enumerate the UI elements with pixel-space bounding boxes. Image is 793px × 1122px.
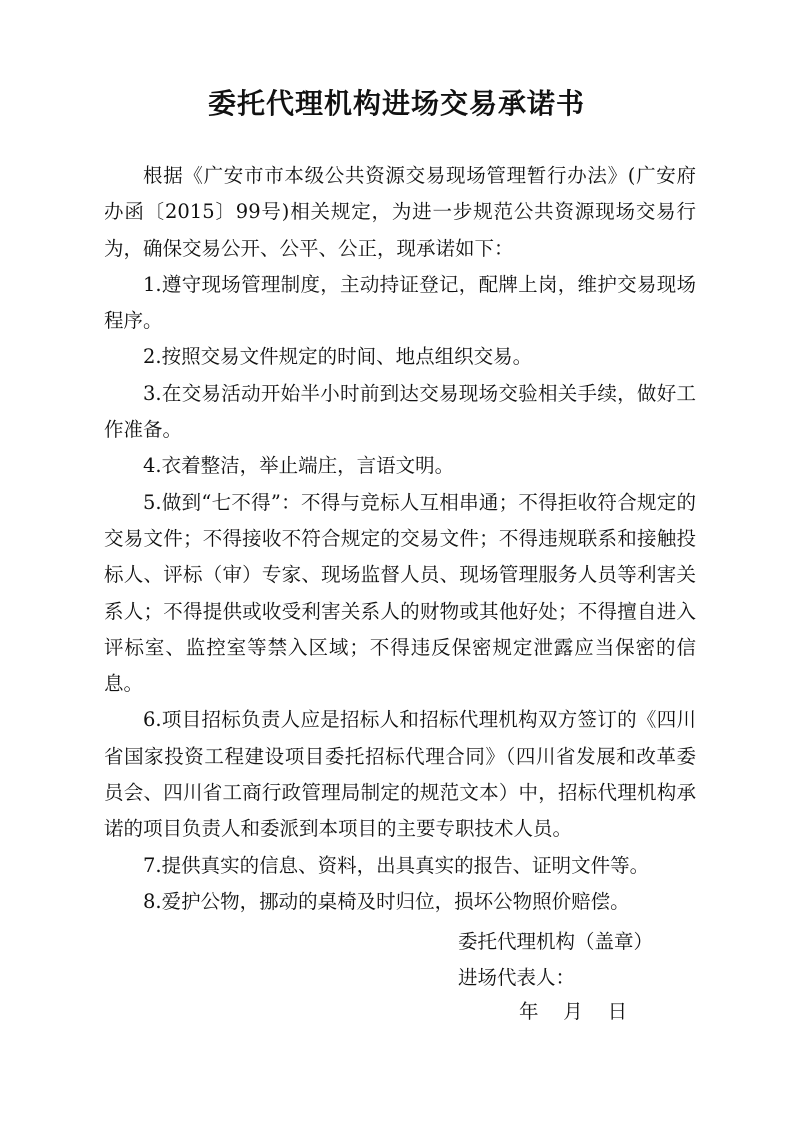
commitment-item-5: 5.做到“七不得”：不得与竞标人互相串通；不得拒收符合规定的交易文件；不得接收不符合规定的交易文件；不得违规联系和接触投标人、评标（审）专家、现场监督人员、现场管理服务人员等利害关系人；不得提供或收受利害关系人的财物或其他好处；不得擅自进入评标室、监控室等禁入区域；不得违反保密规定泄露应当保密的信息。 [104,490,696,696]
document-title: 委托代理机构进场交易承诺书 [207,87,585,120]
commitment-item-6: 6.项目招标负责人应是招标人和招标代理机构双方签订的《四川省国家投资工程建设项目委托招标代理合同》（四川省发展和改革委员会、四川省工商行政管理局制定的规范文本）中，招标代理机构承诺的项目负责人和委派到本项目的主要专职技术人员。 [104,708,696,841]
signature-representative-label: 进场代表人： [458,966,576,989]
commitment-item-2: 2.按照交易文件规定的时间、地点组织交易。 [143,345,533,369]
document-body [104,158,696,920]
preamble-paragraph: 根据《广安市市本级公共资源交易现场管理暂行办法》(广安府办函〔2015〕99号)相关规定，为进一步规范公共资源现场交易行为，确保交易公开、公平、公正，现承诺如下： [104,164,696,260]
signature-date-label: 年 月 日 [519,1000,628,1023]
commitment-item-7: 7.提供真实的信息、资料，出具真实的报告、证明文件等。 [143,853,650,877]
signature-org-label: 委托代理机构（盖章） [458,930,654,953]
commitment-item-8: 8.爱护公物，挪动的桌椅及时归位，损坏公物照价赔偿。 [143,889,630,913]
commitment-item-4: 4.衣着整洁，举止端庄，言语文明。 [143,454,455,478]
commitment-item-1: 1.遵守现场管理制度，主动持证登记，配牌上岗，维护交易现场程序。 [104,272,696,333]
commitment-item-3: 3.在交易活动开始半小时前到达交易现场交验相关手续，做好工作准备。 [104,381,696,442]
